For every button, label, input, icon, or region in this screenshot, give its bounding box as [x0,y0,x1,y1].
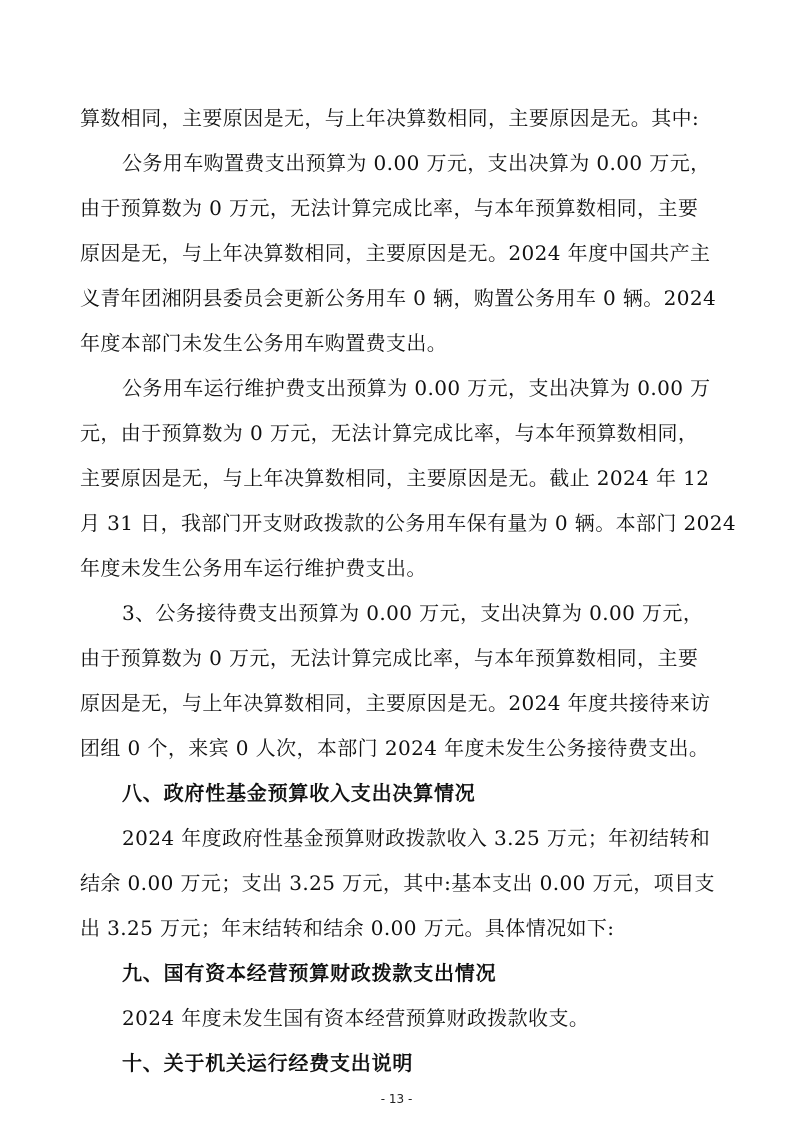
paragraph-line: 2024 年度政府性基金预算财政拨款收入 3.25 万元；年初结转和 [122,826,711,850]
paragraph-line: 算数相同，主要原因是无，与上年决算数相同，主要原因是无。其中: [80,106,700,130]
page-number: - 13 - [380,1092,413,1106]
paragraph-line: 月 31 日，我部门开支财政拨款的公务用车保有量为 0 辆。本部门 2024 [80,511,737,535]
paragraph-line: 年度本部门未发生公务用车购置费支出。 [80,331,448,355]
paragraph-line: 出 3.25 万元；年末结转和结余 0.00 万元。具体情况如下: [80,916,615,940]
section-heading-9: 九、国有资本经营预算财政拨款支出情况 [122,961,497,985]
section-heading-8: 八、政府性基金预算收入支出决算情况 [122,781,476,805]
paragraph-line: 2024 年度未发生国有资本经营预算财政拨款收支。 [122,1006,590,1030]
paragraph-line: 原因是无，与上年决算数相同，主要原因是无。2024 年度中国共产主 [80,241,711,265]
paragraph-line: 公务用车购置费支出预算为 0.00 万元，支出决算为 0.00 万元， [122,151,711,175]
paragraph-line: 团组 0 个，来宾 0 人次，本部门 2024 年度未发生公务接待费支出。 [80,736,710,760]
paragraph-line: 年度未发生公务用车运行维护费支出。 [80,556,427,580]
section-heading-10: 十、关于机关运行经费支出说明 [122,1051,414,1075]
paragraph-line: 3、公务接待费支出预算为 0.00 万元，支出决算为 0.00 万元， [122,601,704,625]
paragraph-line: 主要原因是无，与上年决算数相同，主要原因是无。截止 2024 年 12 [80,466,710,490]
paragraph-line: 原因是无，与上年决算数相同，主要原因是无。2024 年度共接待来访 [80,691,711,715]
paragraph-line: 由于预算数为 0 万元，无法计算完成比率，与本年预算数相同，主要 [80,196,699,220]
paragraph-line: 结余 0.00 万元；支出 3.25 万元，其中:基本支出 0.00 万元，项目支 [80,871,715,895]
paragraph-line: 元，由于预算数为 0 万元，无法计算完成比率，与本年预算数相同， [80,421,699,445]
paragraph-line: 由于预算数为 0 万元，无法计算完成比率，与本年预算数相同，主要 [80,646,699,670]
paragraph-line: 公务用车运行维护费支出预算为 0.00 万元，支出决算为 0.00 万 [122,376,711,400]
paragraph-line: 义青年团湘阴县委员会更新公务用车 0 辆，购置公务用车 0 辆。2024 [80,286,717,310]
